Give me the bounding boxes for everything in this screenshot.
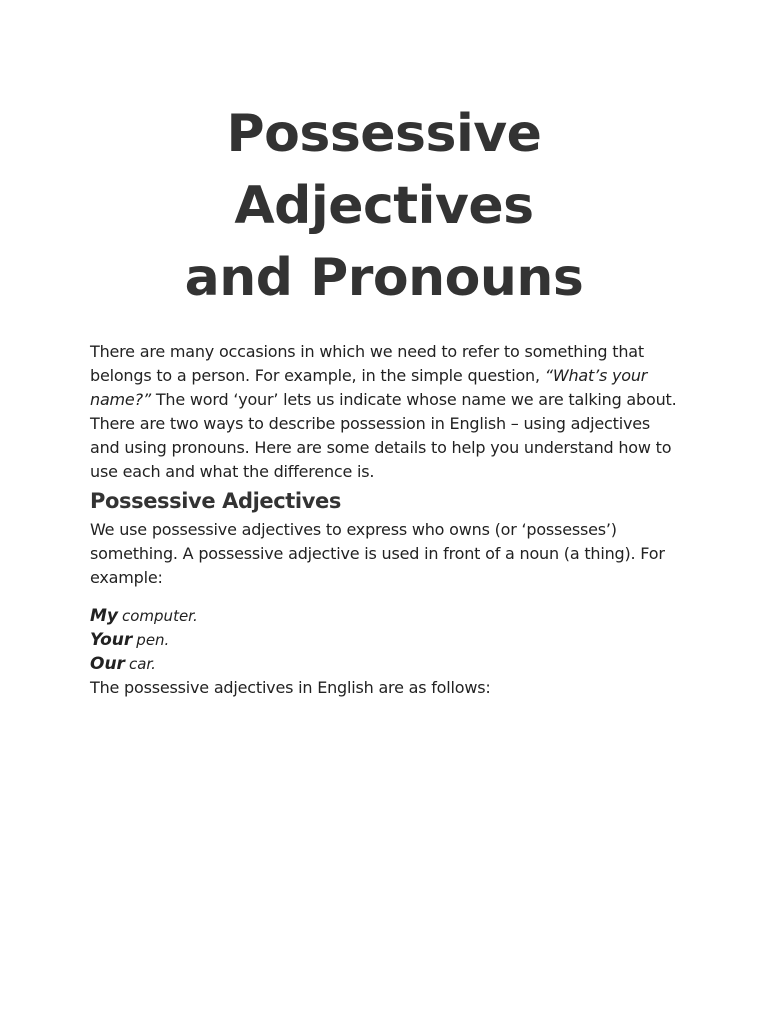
example-possessive-word: Our xyxy=(90,654,125,674)
example-possessive-word: My xyxy=(90,606,118,626)
example-item xyxy=(90,628,678,652)
example-noun: computer. xyxy=(122,607,198,625)
section-paragraph: We use possessive adjectives to express who owns (or ‘possesses’) something. A possessive adjective is used in front of a noun (a thing). For example: xyxy=(90,520,665,587)
section-heading: Possessive Adjectives xyxy=(90,489,341,513)
intro-text-start: There are many occasions in which we need to refer to something that belongs to a person. For example, in the simple question, xyxy=(90,342,644,385)
intro-quote: “What’s your name?” xyxy=(90,366,648,409)
page-title xyxy=(90,0,678,314)
intro-text-end: The word ‘your’ lets us indicate whose name we are talking about. There are two ways to describe possession in English – using adjectives and using pronouns. Here are some details to help you understand how to use each and what the difference is. xyxy=(90,390,677,481)
example-list xyxy=(90,604,678,676)
intro-paragraph xyxy=(90,340,678,484)
example-item xyxy=(90,652,678,676)
title-line-2: and Pronouns xyxy=(184,248,584,308)
example-noun: car. xyxy=(128,655,156,673)
title-line-1: Possessive Adjectives xyxy=(226,104,542,236)
example-noun: pen. xyxy=(136,631,170,649)
closing-sentence: The possessive adjectives in English are as follows: xyxy=(90,678,491,697)
example-item xyxy=(90,604,678,628)
example-possessive-word: Your xyxy=(90,630,133,650)
